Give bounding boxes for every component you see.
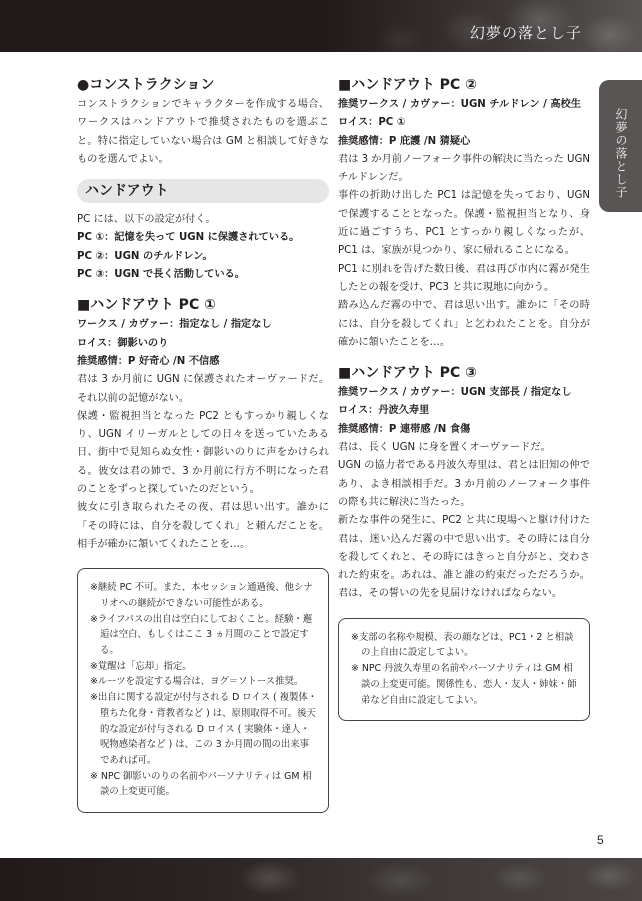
pc3-paragraph: 新たな事件の発生に、PC2 と共に現場へと駆け付けた君は、迷い込んだ霧の中で思い出す。その時には自分を殺してくれと、その時にはきっと自分がと、交わされた約束を。あれは、誰と誰の約束だっただろうか。君は、その誓いの先を見届けなければならない。 [338, 515, 590, 600]
pc3-notes-box [338, 618, 590, 722]
pc1-title: ■ハンドアウト PC ① [77, 297, 216, 314]
note-item: ※出自に関する設定が付与される D ロイス ( 複製体・堕ちた化身・背教者など ) は、原則取得不可。後天的な設定が付与される D ロイス ( 実験体・達人・呪物感染者など ) は、この 3 か月間の間の出来事であれば可。 [90, 692, 318, 766]
pc1-paragraph: 君は 3 か月前に UGN に保護されたオーヴァードだ。それ以前の記憶がない。 [77, 374, 329, 404]
handout-intro: PC には、以下の設定が付く。 [77, 214, 216, 226]
pc2-paragraph: 踏み込んだ霧の中で、君は思い出す。誰かに「その時には、自分を殺してくれ」と乞われたことを。自分が確かに頷いたことを…。 [338, 300, 590, 348]
note-item: ※ルーツを設定する場合は、ヨグ＝ソトース推奨。 [90, 676, 304, 688]
pc1-works: ワークス / カヴァー：指定なし / 指定なし [77, 319, 272, 331]
pc3-paragraph: 君は、長く UGN に身を置くオーヴァードだ。 [338, 442, 551, 454]
pc2-paragraph: 君は 3 か月前ノーフォーク事件の解決に当たった UGN チルドレンだ。 [338, 153, 590, 184]
construction-title: ●コンストラクション [77, 77, 215, 93]
header-title: 幻夢の落とし子 [469, 24, 582, 42]
note-item: ※ NPC 丹波久寿里の名前やパーソナリティは GM 相談の上変更可能。関係性も、恋人・友人・姉妹・師弟など自由に設定してよい。 [351, 663, 577, 706]
pc3-title: ■ハンドアウト PC ③ [338, 365, 477, 382]
pc1-paragraph: 保護・監視担当となった PC2 ともすっかり親しくなり、UGN イリーガルとしての日々を送っていたある日、街中で見知らぬ女性・御影いのりに声をかけられる。彼女は君の姉で、3 か月前に行方不明になった君のことをずっと探していたのだという。 [77, 410, 329, 496]
chapter-side-tab [599, 80, 642, 212]
pc1-lois: ロイス：御影いのり [77, 337, 169, 349]
pc2-works: 推奨ワークス / カヴァー：UGN チルドレン / 高校生 [338, 99, 581, 110]
pc1-notes-box [77, 568, 329, 813]
pc1-paragraph: 彼女に引き取られたその夜、君は思い出す。誰かに「その時には、自分を殺してくれ」と頼んだことを。相手が確かに頷いてくれたことを…。 [77, 502, 329, 550]
pc2-emotion: 推奨感情：P 庇護 /N 猜疑心 [338, 135, 471, 147]
note-item: ※継続 PC 不可。また、本セッション通過後、他シナリオへの継続ができない可能性がある。 [90, 582, 313, 609]
note-item: ※覚醒は「忘却」指定。 [90, 660, 192, 672]
pc2-paragraph: PC1 に別れを告げた数日後、君は再び市内に霧が発生したとの報を受け、PC3 と共に現地に向かう。 [338, 263, 590, 293]
pc2-title: ■ハンドアウト PC ② [338, 77, 477, 93]
left-column [77, 76, 329, 813]
page-number: 5 [597, 833, 604, 847]
pc2-lois: ロイス：PC ① [338, 117, 406, 129]
note-item: ※ NPC 御影いのりの名前やパーソナリティは GM 相談の上変更可能。 [90, 770, 312, 798]
note-item: ※支部の名称や規模、表の顔などは、PC1・2 と相談の上自由に設定してよい。 [351, 631, 574, 659]
pc3-lois: ロイス：丹波久寿里 [338, 405, 430, 417]
note-item: ※ライフパスの出自は空白にしておくこと。経験・邂逅は空白、もしくはここ 3 ヵ月間のことで設定する。 [90, 613, 313, 657]
construction-body: コンストラクションでキャラクターを作成する場合、ワークスはハンドアウトで推奨されたものを選ぶこと。特に指定していない場合は GM と相談して好きなものを選んでよい。 [77, 99, 329, 165]
handout-list-item: PC ②：UGN のチルドレン。 [77, 250, 213, 262]
pc2-paragraph: 事件の折助け出した PC1 は記憶を失っており、UGN で保護することとなった。保護・監視担当となり、身近に過ごすうち、PC1 とすっかり親しくなったが、PC1 は、家族が見つかり、家に帰れることになる。 [338, 190, 590, 257]
footer-band [0, 858, 642, 901]
pc1-emotion: 推奨感情：P 好奇心 /N 不信感 [77, 355, 220, 367]
handout-list-item: PC ①：記憶を失って UGN に保護されている。 [77, 232, 300, 244]
header-band [0, 0, 642, 52]
side-tab-label: 幻夢の落とし子 [614, 108, 628, 199]
handout-list-item: PC ③：UGN で長く活動している。 [77, 269, 245, 281]
handout-heading: ハンドアウト [77, 179, 329, 203]
right-column [338, 76, 590, 721]
pc3-works: 推奨ワークス / カヴァー：UGN 支部長 / 指定なし [338, 387, 572, 399]
pc3-emotion: 推奨感情：P 連帯感 /N 食傷 [338, 423, 471, 435]
pc3-paragraph: UGN の協力者である丹波久寿里は、君とは旧知の仲であり、よき相談相手だ。3 か月前のノーフォーク事件の際も共に解決に当たった。 [338, 460, 590, 508]
